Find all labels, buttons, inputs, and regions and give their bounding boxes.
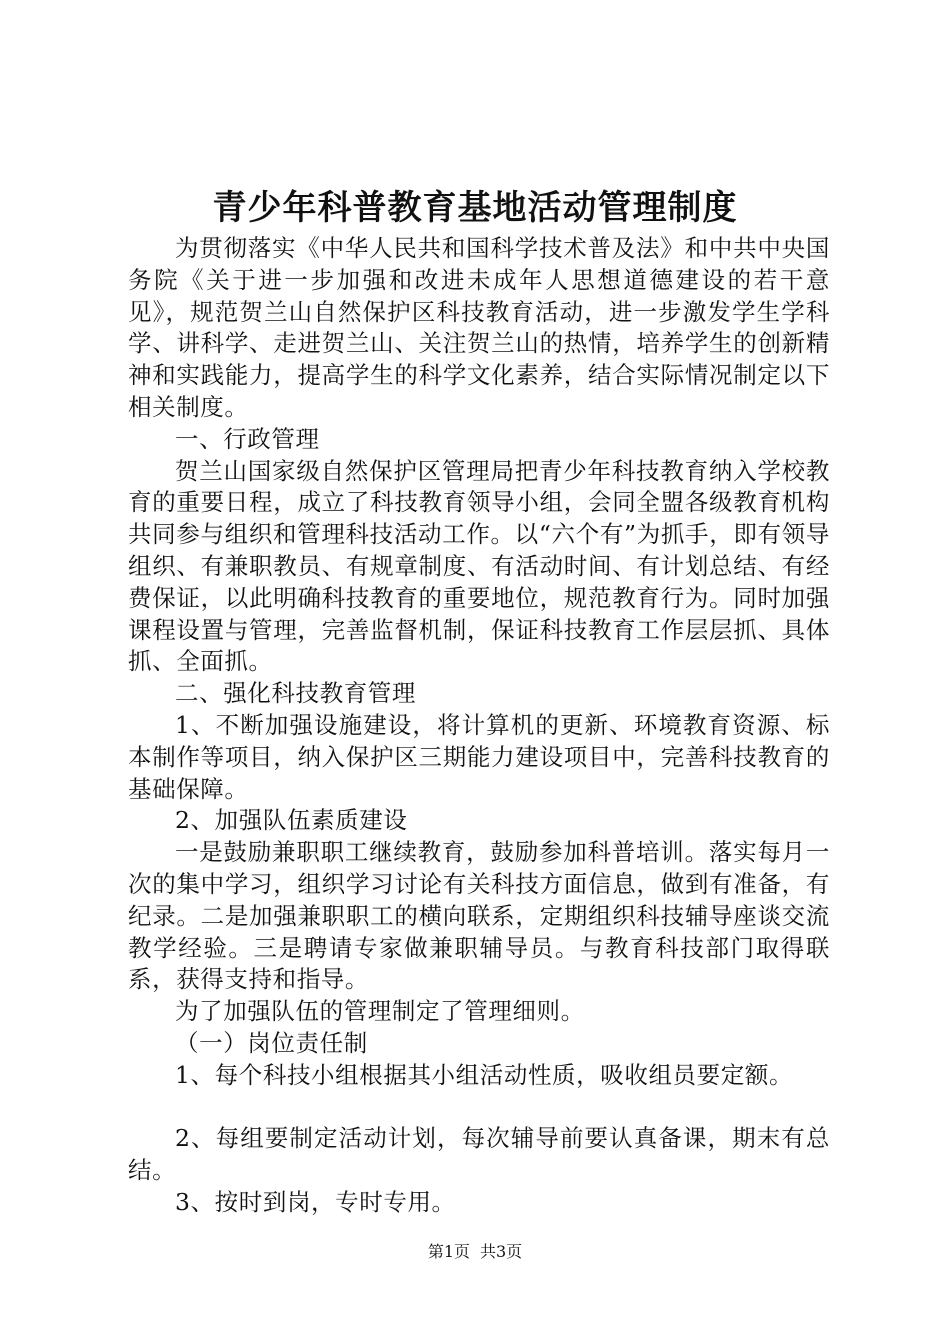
intro-paragraph: 为贯彻落实《中华人民共和国科学技术普及法》和中共中央国务院《关于进一步加强和改进未成年人思想道德建设的若干意见》，规范贺兰山自然保护区科技教育活动，进一步激发学生学科学、讲科学、走进贺兰山、关注贺兰山的热情，培养学生的创新精神和实践能力，提高学生的科学文化素养，结合实际情况制定以下相关制度。 [128,234,830,421]
facilities-paragraph: 1、不断加强设施建设，将计算机的更新、环境教育资源、标本制作等项目，纳入保护区三期能力建设项目中，完善科技教育的基础保障。 [128,710,830,803]
management-rules-paragraph: 为了加强队伍的管理制定了管理细则。 [175,997,585,1026]
page-footer [0,1240,950,1264]
rule-item-3: 3、按时到岗，专时专用。 [175,1187,456,1216]
section-heading-education-management: 二、强化科技教育管理 [175,679,416,708]
subheading-team-building: 2、加强队伍素质建设 [175,806,408,835]
document-body [128,233,830,1219]
administration-paragraph: 贺兰山国家级自然保护区管理局把青少年科技教育纳入学校教育的重要日程，成立了科技教育领导小组，会同全盟各级教育机构共同参与组织和管理科技活动工作。以“六个有”为抓手，即有领导组织、有兼职教员、有规章制度、有活动时间、有计划总结、有经费保证，以此明确科技教育的重要地位，规范教育行为。同时加强课程设置与管理，完善监督机制，保证科技教育工作层层抓、具体抓、全面抓。 [128,456,830,676]
document-title: 青少年科普教育基地活动管理制度 [212,188,738,228]
page-number: 第1页 [427,1242,470,1261]
section-heading-administration: 一、行政管理 [175,424,320,453]
page-total: 共3页 [480,1242,523,1261]
rule-item-1: 1、每个科技小组根据其小组活动性质，吸收组员要定额。 [175,1060,794,1089]
rule-item-2: 2、每组要制定活动计划，每次辅导前要认真备课，期末有总结。 [128,1124,830,1185]
team-building-paragraph: 一是鼓励兼职职工继续教育，鼓励参加科普培训。落实每月一次的集中学习，组织学习讨论有关科技方面信息，做到有准备，有纪录。二是加强兼职职工的横向联系，定期组织科技辅导座谈交流教学经验。三是聘请专家做兼职辅导员。与教育科技部门取得联系，获得支持和指导。 [128,838,830,994]
subheading-post-responsibility: （一）岗位责任制 [175,1028,368,1057]
